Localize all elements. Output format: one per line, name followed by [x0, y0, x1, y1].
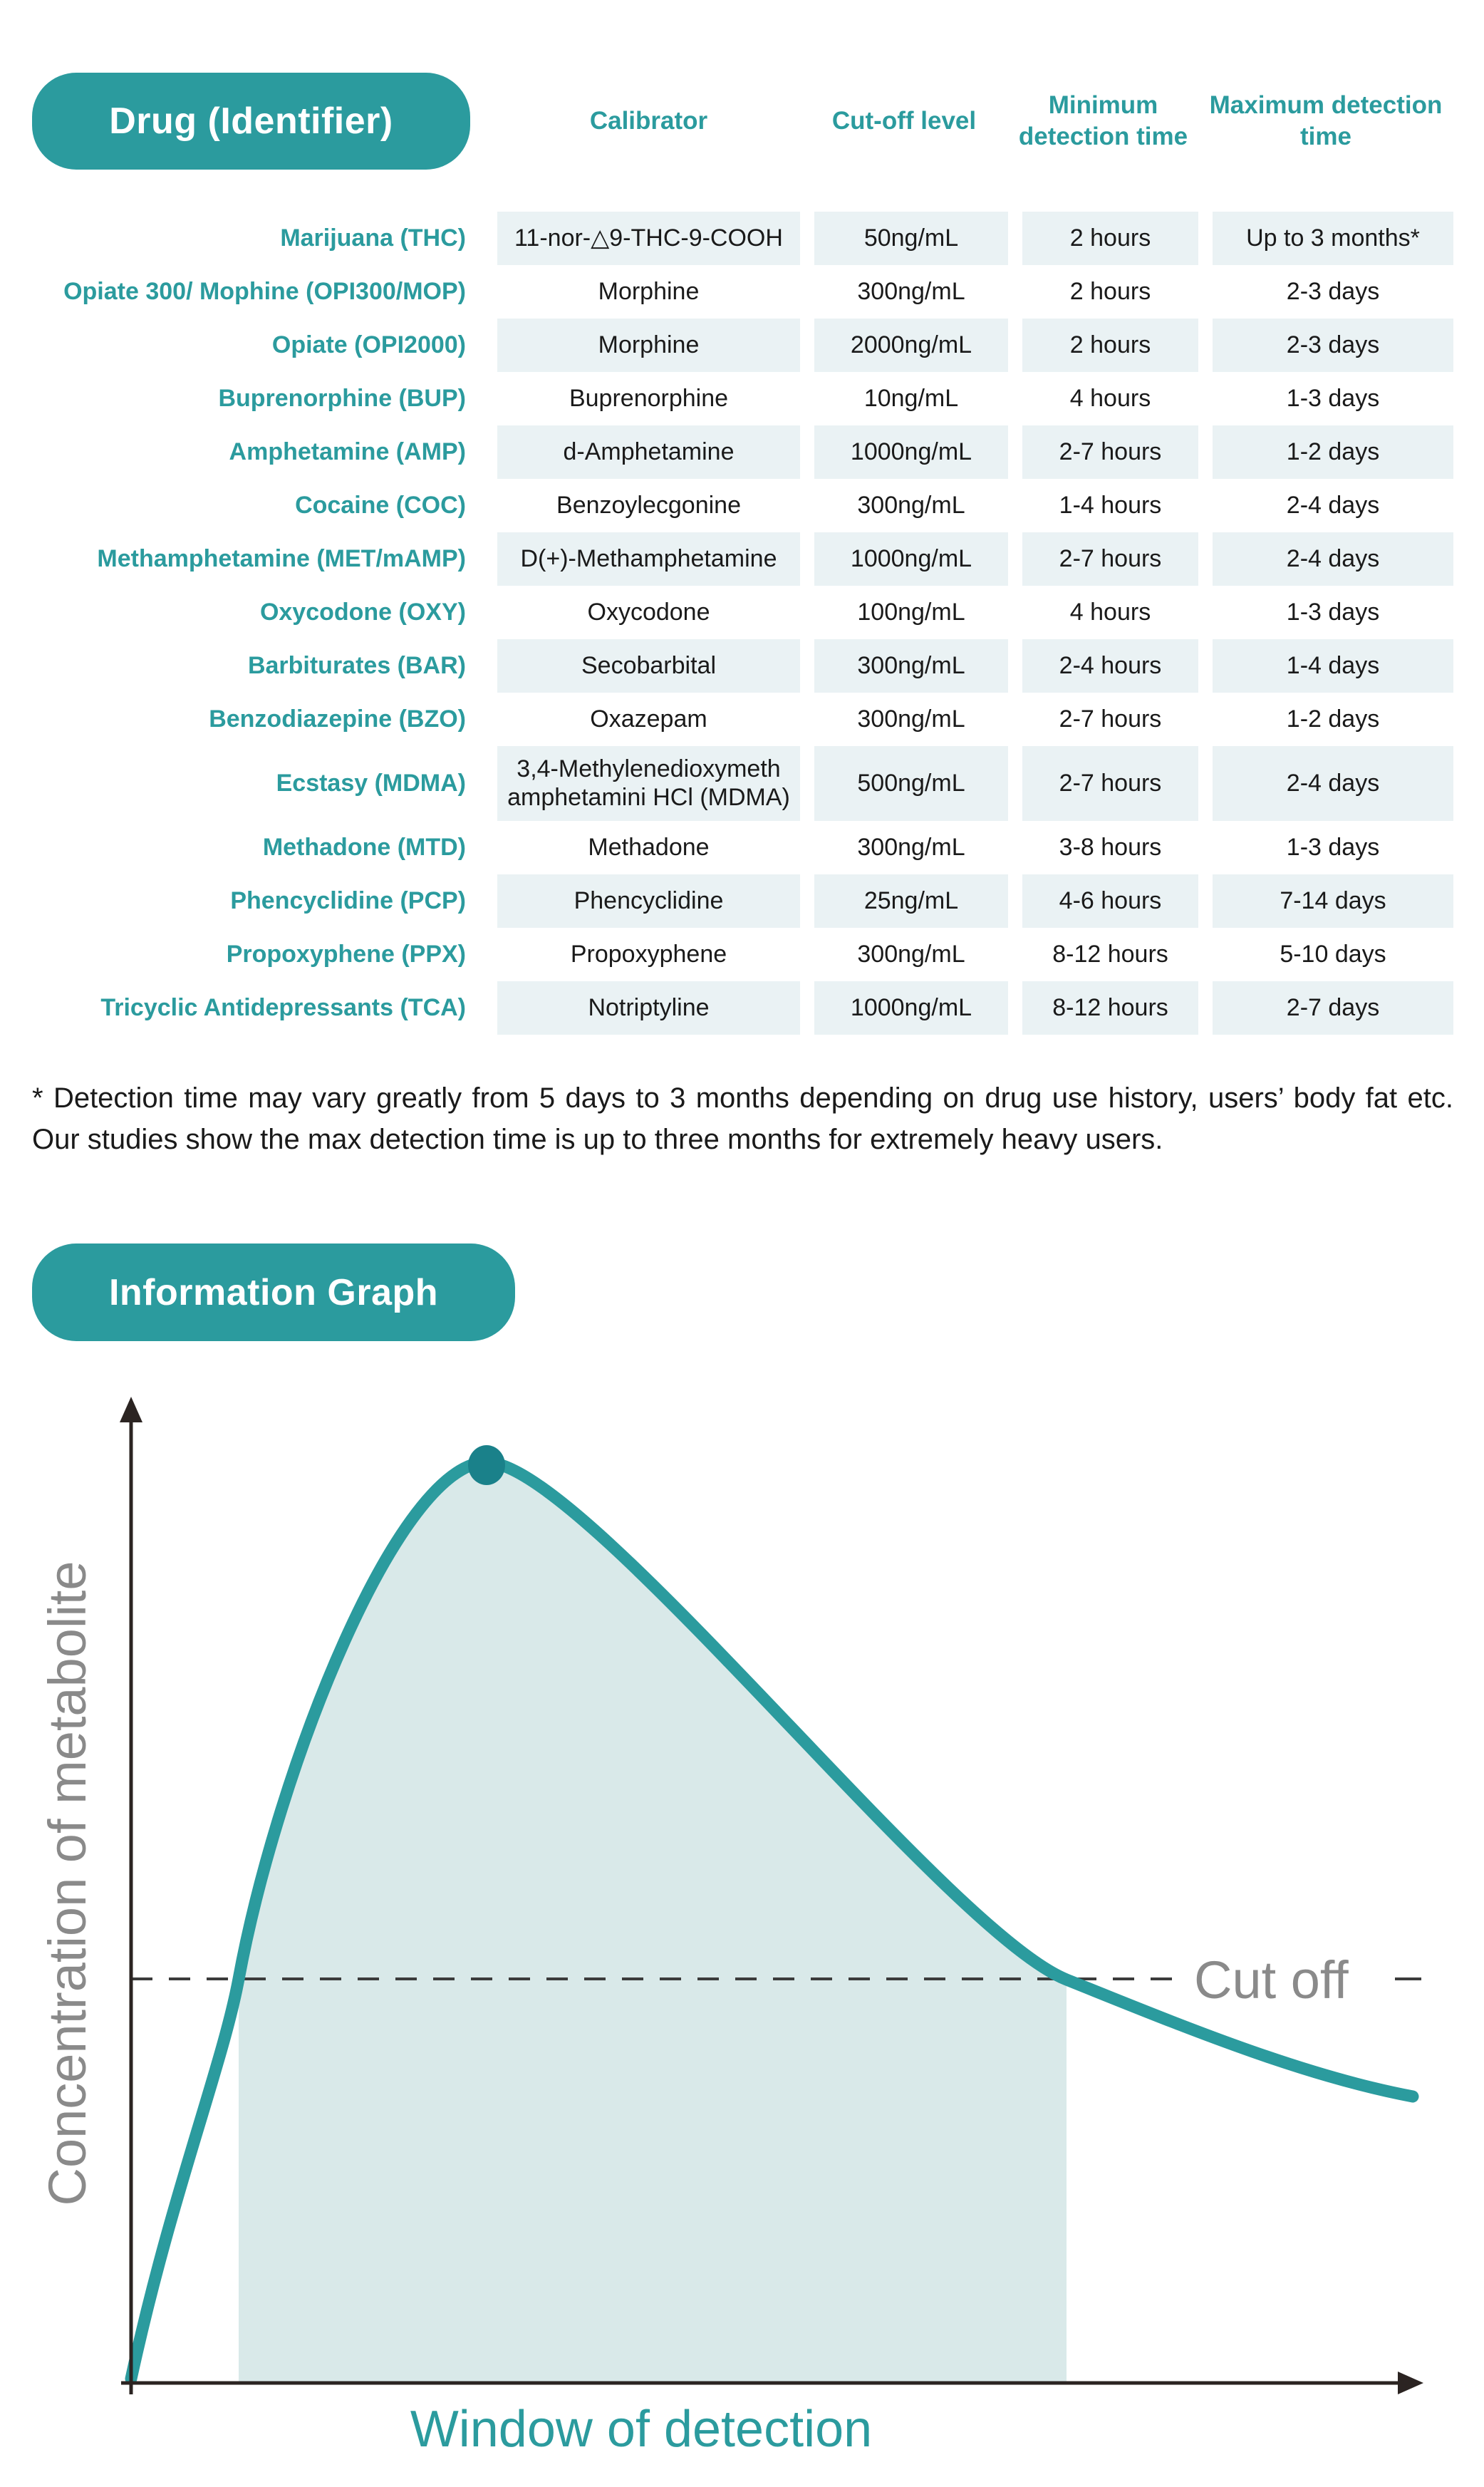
- col-header-spacer: [0, 84, 497, 158]
- cutoff-cell: 1000ng/mL: [800, 425, 1008, 479]
- max-time-cell: 5-10 days: [1198, 928, 1453, 981]
- information-graph-figure: [0, 1354, 1484, 2487]
- information-graph-title: Information Graph: [108, 1271, 439, 1313]
- drug-name-cell: Oxycodone (OXY): [259, 598, 466, 626]
- cutoff-cell: 300ng/mL: [800, 821, 1008, 874]
- max-time-cell: 2-4 days: [1198, 532, 1453, 586]
- min-time-cell: 8-12 hours: [1008, 981, 1198, 1035]
- table-row: [0, 319, 1453, 372]
- max-time-cell: 1-3 days: [1198, 372, 1453, 425]
- drug-name-cell: Opiate (OPI2000): [271, 331, 466, 358]
- cutoff-cell: 300ng/mL: [800, 479, 1008, 532]
- min-time-cell: 2 hours: [1008, 265, 1198, 319]
- max-time-cell: 1-4 days: [1198, 639, 1453, 693]
- table-row: [0, 981, 1453, 1035]
- drug-name-cell: Cocaine (COC): [295, 491, 466, 519]
- min-time-cell: 2-7 hours: [1008, 532, 1198, 586]
- min-time-cell: 2 hours: [1008, 212, 1198, 265]
- table-row: [0, 265, 1453, 319]
- table-row: [0, 212, 1453, 265]
- max-time-cell: 1-3 days: [1198, 821, 1453, 874]
- max-time-cell: 2-7 days: [1198, 981, 1453, 1035]
- calibrator-cell: Oxycodone: [587, 598, 710, 626]
- drug-name-cell: Tricyclic Antidepressants (TCA): [100, 993, 466, 1021]
- drug-identifier-title: Drug (Identifier): [109, 100, 393, 142]
- cutoff-cell: 50ng/mL: [800, 212, 1008, 265]
- cutoff-cell: 300ng/mL: [800, 265, 1008, 319]
- max-time-cell: 2-4 days: [1198, 479, 1453, 532]
- y-axis-label: Concentration of metabolite: [38, 1561, 97, 2206]
- max-time-cell: 2-3 days: [1198, 265, 1453, 319]
- min-time-cell: 8-12 hours: [1008, 928, 1198, 981]
- cutoff-cell: 25ng/mL: [800, 874, 1008, 928]
- calibrator-cell: Oxazepam: [590, 705, 707, 733]
- calibrator-cell: Propoxyphene: [570, 940, 727, 968]
- x-axis-label: Window of detection: [410, 2401, 873, 2458]
- calibrator-cell: D(+)-Methamphetamine: [497, 532, 800, 586]
- calibrator-cell: Methadone: [588, 833, 710, 861]
- table-row: [0, 479, 1453, 532]
- peak-marker-dot: [468, 1445, 505, 1485]
- cutoff-cell: 1000ng/mL: [800, 981, 1008, 1035]
- calibrator-cell: Buprenorphine: [569, 384, 729, 412]
- drug-name-cell: Amphetamine (AMP): [229, 438, 466, 465]
- x-axis-arrowhead: [1398, 2372, 1423, 2394]
- min-time-cell: 2-7 hours: [1008, 746, 1198, 821]
- drug-name-cell: Barbiturates (BAR): [247, 651, 466, 679]
- y-axis-arrowhead: [120, 1397, 142, 1422]
- cutoff-cell: 100ng/mL: [800, 586, 1008, 639]
- table-row: [0, 532, 1453, 586]
- drug-name-cell: Buprenorphine (BUP): [218, 384, 466, 412]
- calibrator-cell: Morphine: [497, 319, 800, 372]
- drug-name-cell: Opiate 300/ Mophine (OPI300/MOP): [63, 277, 466, 305]
- max-time-cell: 7-14 days: [1198, 874, 1453, 928]
- col-header-calibrator: Calibrator: [589, 107, 708, 135]
- table-row: [0, 372, 1453, 425]
- drug-name-cell: Methadone (MTD): [262, 833, 466, 861]
- max-time-cell: 1-2 days: [1198, 693, 1453, 746]
- calibrator-cell: d-Amphetamine: [497, 425, 800, 479]
- table-row: [0, 693, 1453, 746]
- drug-name-cell: Phencyclidine (PCP): [230, 886, 466, 914]
- drug-name-cell: Methamphetamine (MET/mAMP): [97, 544, 466, 572]
- cutoff-cell: 500ng/mL: [800, 746, 1008, 821]
- min-time-cell: 2 hours: [1008, 319, 1198, 372]
- col-header-max-time: Maximum detection time: [1209, 91, 1443, 150]
- max-time-cell: Up to 3 months*: [1198, 212, 1453, 265]
- min-time-cell: 2-7 hours: [1008, 693, 1198, 746]
- table-row: [0, 639, 1453, 693]
- table-row: [0, 928, 1453, 981]
- calibrator-cell: 11-nor-△9-THC-9-COOH: [497, 212, 800, 265]
- min-time-cell: 2-7 hours: [1008, 425, 1198, 479]
- max-time-cell: 1-2 days: [1198, 425, 1453, 479]
- min-time-cell: 1-4 hours: [1008, 479, 1198, 532]
- calibrator-cell: Secobarbital: [497, 639, 800, 693]
- table-row: [0, 425, 1453, 479]
- table-row: [0, 821, 1453, 874]
- min-time-cell: 2-4 hours: [1008, 639, 1198, 693]
- detection-footnote: * Detection time may vary greatly from 5 days to 3 months depending on drug use history, users’ body fat etc. Our studies show the max detection time is up to three months for extremely heavy users.: [32, 1082, 1453, 1155]
- cutoff-cell: 300ng/mL: [800, 639, 1008, 693]
- table-row: [0, 874, 1453, 928]
- calibrator-cell: 3,4-Methylenedioxymeth amphetamini HCl (MDMA): [497, 746, 800, 821]
- drug-name-cell: Marijuana (THC): [280, 224, 466, 252]
- drug-name-cell: Propoxyphene (PPX): [226, 940, 466, 968]
- max-time-cell: 2-4 days: [1198, 746, 1453, 821]
- calibrator-cell: Benzoylecgonine: [556, 491, 741, 519]
- min-time-cell: 4-6 hours: [1008, 874, 1198, 928]
- table-row: [0, 746, 1453, 821]
- calibrator-cell: Morphine: [598, 277, 700, 305]
- min-time-cell: 4 hours: [1008, 372, 1198, 425]
- min-time-cell: 4 hours: [1008, 586, 1198, 639]
- col-header-min-time: Minimum detection time: [1018, 91, 1188, 150]
- table-row: [0, 586, 1453, 639]
- min-time-cell: 3-8 hours: [1008, 821, 1198, 874]
- cutoff-cell: 10ng/mL: [800, 372, 1008, 425]
- table-header-row: [0, 84, 1453, 158]
- drug-name-cell: Ecstasy (MDMA): [276, 769, 466, 797]
- cutoff-cell: 1000ng/mL: [800, 532, 1008, 586]
- col-header-cutoff: Cut-off level: [831, 107, 977, 135]
- max-time-cell: 1-3 days: [1198, 586, 1453, 639]
- cutoff-cell: 2000ng/mL: [800, 319, 1008, 372]
- cutoff-cell: 300ng/mL: [800, 928, 1008, 981]
- drug-name-cell: Benzodiazepine (BZO): [209, 705, 466, 733]
- drug-table: [0, 212, 1453, 1035]
- calibrator-cell: Phencyclidine: [497, 874, 800, 928]
- max-time-cell: 2-3 days: [1198, 319, 1453, 372]
- calibrator-cell: Notriptyline: [497, 981, 800, 1035]
- cutoff-label: Cut off: [1194, 1950, 1349, 2010]
- information-graph-pill: [32, 1244, 515, 1341]
- cutoff-cell: 300ng/mL: [800, 693, 1008, 746]
